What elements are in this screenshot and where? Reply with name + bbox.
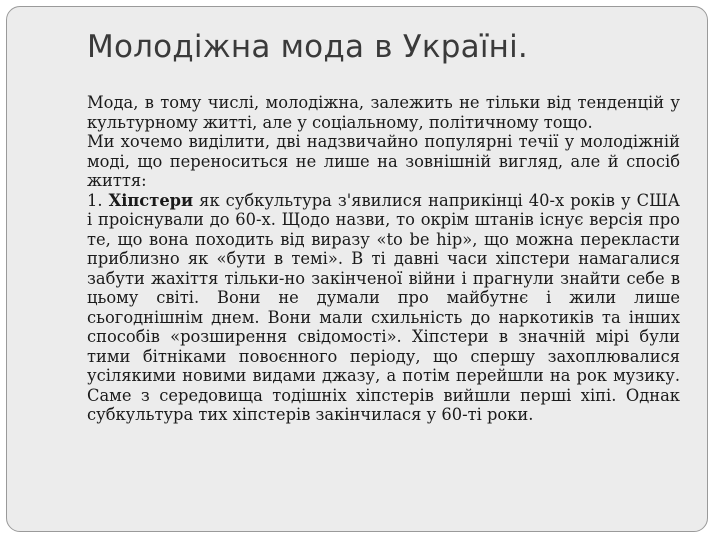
slide-title: Молодіжна мода в Україні. bbox=[87, 29, 528, 65]
list-number: 1. bbox=[87, 190, 109, 210]
slide bbox=[6, 6, 708, 532]
paragraph-intro: Мода, в тому числі, молодіжна, залежить не тільки від тенденцій у культурному житті, але у соціальному, політичному тощо. bbox=[87, 93, 680, 132]
slide-body bbox=[87, 93, 680, 425]
term-hipsters: Хіпстери bbox=[108, 190, 194, 210]
paragraph-hipsters bbox=[87, 191, 680, 425]
hipsters-text: як субкультура з'явилися наприкінці 40-х років у США і проіснували до 60-х. Щодо назви, то окрім штанів існує версія про те, що вона походить від виразу «to be hip», що можна перекласти приблизно як «бути в темі». В ті давні часи хіпстери намагалися забути жахіття тільки-но закінченої війни і прагнули знайти себе в цьому світі. Вони не думали про майбутнє і жили лише сьогоднішнім днем. Вони мали схильність до наркотиків та інших способів «розширення свідомості». Хіпстери в значній мірі були тими бітніками повоєнного періоду, що спершу захоплювалися усілякими новими видами джазу, а потім перейшли на рок музику. Саме з середовища тодішніх хіпстерів вийшли перші хіпі. Однак субкультура тих хіпстерів закінчилася у 60-ті роки. bbox=[87, 190, 680, 424]
paragraph-currents: Ми хочемо виділити, дві надзвичайно популярні течії у молодіжній моді, що переноситься не лише на зовнішній вигляд, але й спосіб життя: bbox=[87, 132, 680, 190]
